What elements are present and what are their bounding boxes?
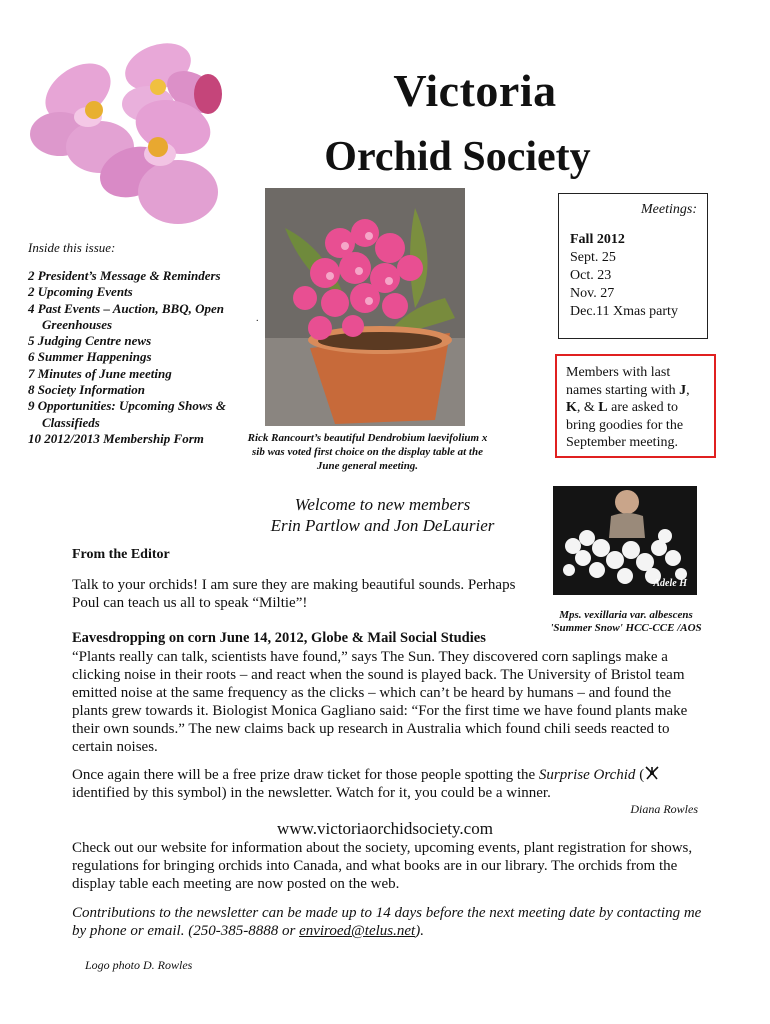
goodies-reminder-box <box>555 354 716 458</box>
eavesdropping-paragraph: “Plants really can talk, scientists have found,” says The Sun. They discovered corn saplings make a clicking noise in their roots – and react when the sound is played back. The University of Bristol team emitted noise at the same frequency as the clicks – which can’t be heard by humans – and found the plants grew towards it. Biologist Monica Gagliano said: “For the first time we have found plants make their own sounds.” The new claims back up research in Australia which found chili seeds reacted to certain noises. <box>72 649 688 755</box>
toc-item: 6 Summer Happenings <box>28 349 152 365</box>
newsletter-title-line1: Victoria <box>393 65 557 116</box>
meetings-term: Fall 2012 <box>570 232 625 247</box>
prize-draw-paragraph: Once again there will be a free prize draw ticket for those people spotting the Surprise Orchid ( identified by this symbol) in the newsletter. Watch for it, you could be a winner. <box>72 766 708 802</box>
toc-item: 2 President’s Message & Reminders <box>28 268 221 283</box>
white-orchid-caption: Mps. vexillaria var. albescens 'Summer Snow' HCC-CCE /AOS <box>550 609 702 634</box>
eavesdropping-heading: Eavesdropping on corn June 14, 2012, Globe & Mail Social Studies <box>72 630 486 646</box>
toc-item: 2 Upcoming Events <box>28 284 133 300</box>
meetings-title: Meetings: <box>641 202 697 217</box>
website-url[interactable]: www.victoriaorchidsociety.com <box>277 819 493 838</box>
photo-caption: Rick Rancourt’s beautiful Dendrobium laevifolium x sib was voted first choice on the display table at the June general meeting. <box>247 432 488 472</box>
white-orchid-photo <box>553 486 697 595</box>
toc-item: 8 Society Information <box>28 382 146 398</box>
website-paragraph: Check out our website for information about the society, upcoming events, plant registration for shows, regulations for bringing orchids into Canada, and what books are in our library. The orchids from the display table each meeting are now posted on the web. <box>72 840 693 892</box>
orchid-flower-front <box>93 92 218 224</box>
stray-mark: . <box>256 313 259 324</box>
toc-item: 7 Minutes of June meeting <box>28 365 172 381</box>
welcome-new-members: Welcome to new members Erin Partlow and Jon DeLaurier <box>270 495 495 535</box>
meeting-date: Dec.11 Xmas party <box>570 304 678 319</box>
table-of-contents <box>28 268 228 447</box>
contributions-paragraph: Contributions to the newsletter can be made up to 14 days before the next meeting date by contacting me by phone or email. (250-385-8888 or enviroed@telus.net). <box>72 905 702 939</box>
inside-this-issue-label: Inside this issue: <box>28 240 116 255</box>
logo-photo-credit: Logo photo D. Rowles <box>85 958 193 972</box>
meeting-date: Sept. 25 <box>570 250 616 265</box>
editor-paragraph: Talk to your orchids! I am sure they are making beautiful sounds. Perhaps Poul can teach us all to speak “Miltie”! <box>72 577 516 611</box>
editor-heading: From the Editor <box>72 547 170 562</box>
editor-signature: Diana Rowles <box>630 802 698 816</box>
toc-item: 9 Opportunities: Upcoming Shows & Classifieds <box>28 398 226 430</box>
toc-item: 10 2012/2013 Membership Form <box>28 430 204 446</box>
newsletter-title-line2: Orchid Society <box>324 134 591 180</box>
meetings-box <box>558 193 708 339</box>
meeting-date: Nov. 27 <box>570 286 615 301</box>
dendrobium-photo <box>265 188 465 426</box>
meeting-date: Oct. 23 <box>570 268 612 283</box>
toc-item: 4 Past Events – Auction, BBQ, Open Greenhouses <box>28 300 224 332</box>
toc-item: 5 Judging Centre news <box>28 333 152 349</box>
orchid-logo-image <box>28 22 238 240</box>
email-link[interactable]: enviroed@telus.net <box>299 923 416 939</box>
photo-credit: Adele H <box>653 578 687 589</box>
surprise-orchid-icon <box>644 766 660 780</box>
goodies-reminder-text: Members with last names starting with J, K, & L are asked to bring goodies for the September meeting. <box>566 365 690 450</box>
